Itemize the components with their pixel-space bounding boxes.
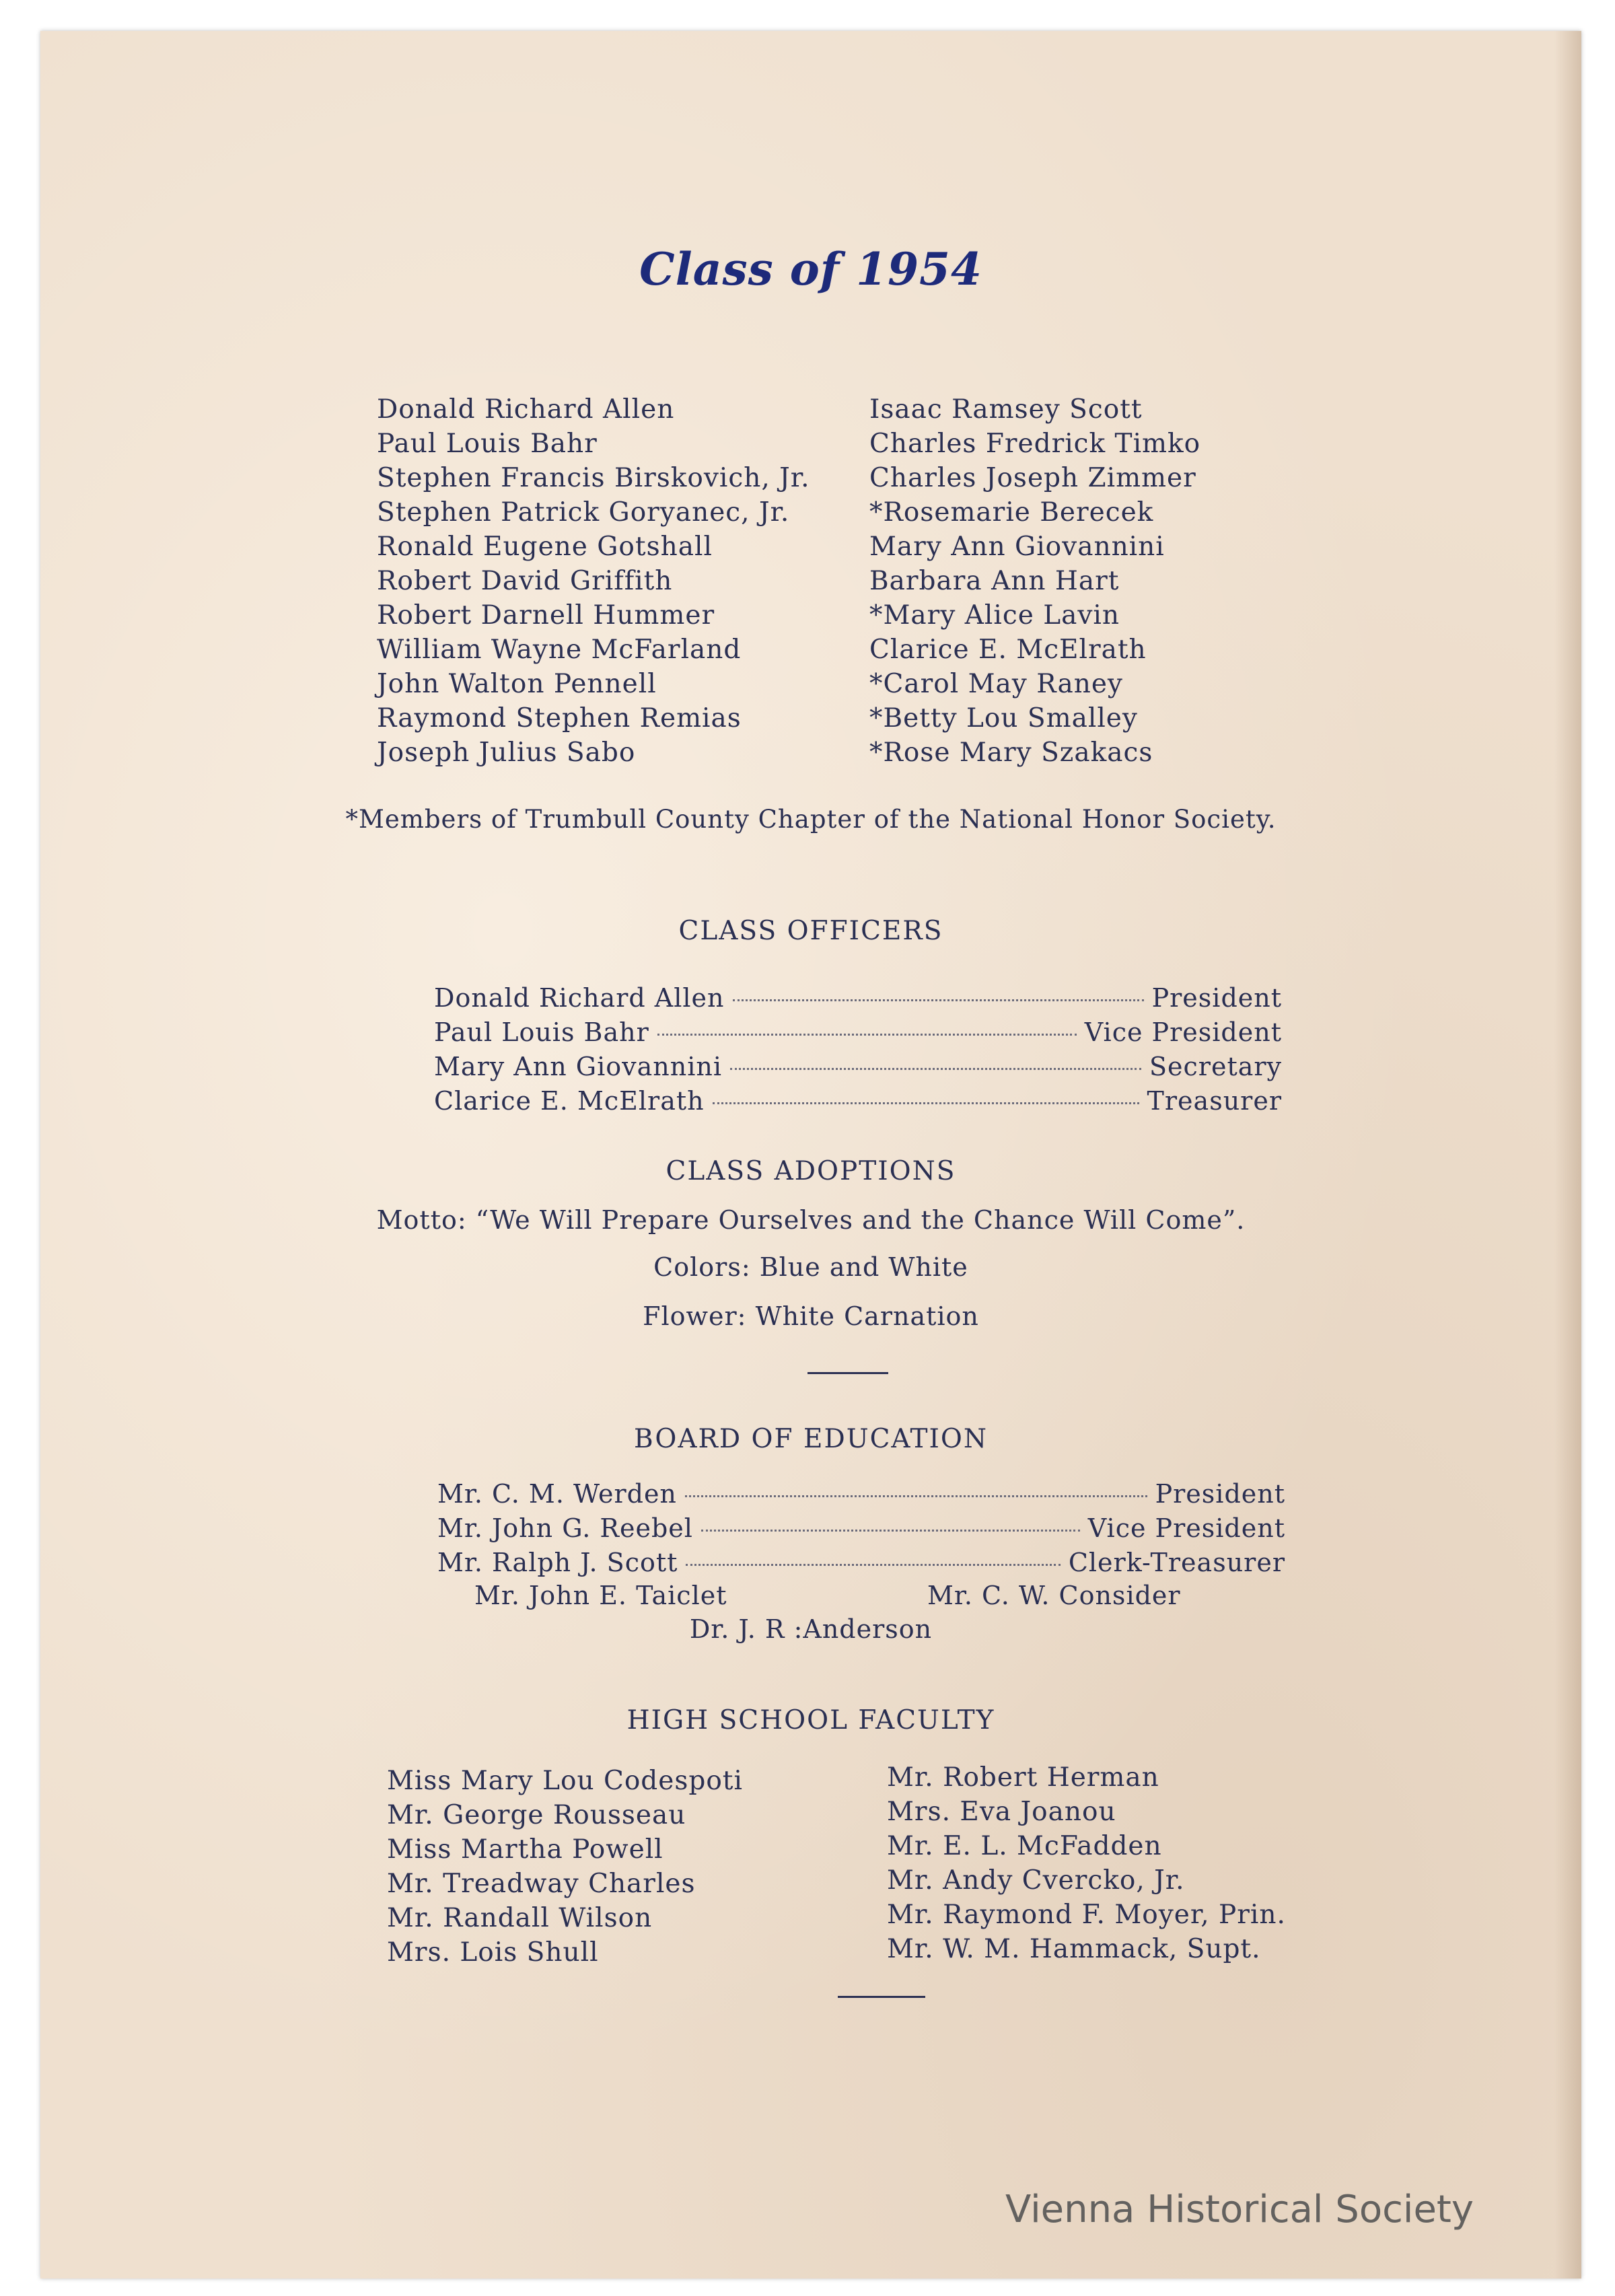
officer-role: Vice President <box>1084 1017 1282 1047</box>
class-adoptions-heading: CLASS ADOPTIONS <box>666 1156 956 1186</box>
board-member-name: Mr. C. M. Werden <box>437 1479 677 1509</box>
class-member: Mary Ann Giovannini <box>869 532 1165 562</box>
class-member: Isaac Ramsey Scott <box>869 394 1143 425</box>
class-member: Joseph Julius Sabo <box>377 738 636 768</box>
class-member: Ronald Eugene Gotshall <box>377 532 713 562</box>
class-member: *Rose Mary Szakacs <box>869 738 1153 768</box>
class-member: Barbara Ann Hart <box>869 566 1120 596</box>
board-member-name: Mr. John G. Reebel <box>437 1513 693 1543</box>
leader-dots <box>733 999 1144 1001</box>
honor-society-note: *Members of Trumbull County Chapter of the National Honor Society. <box>345 805 1277 834</box>
class-officers-heading: CLASS OFFICERS <box>678 916 943 946</box>
class-member: Donald Richard Allen <box>377 394 675 425</box>
section-divider <box>838 1996 925 1998</box>
class-members-right <box>869 392 1200 770</box>
class-member: *Rosemarie Berecek <box>869 497 1154 528</box>
faculty-left <box>387 1764 743 1970</box>
board-of-education-heading: BOARD OF EDUCATION <box>634 1424 988 1454</box>
faculty-member: Mr. Raymond F. Moyer, Prin. <box>887 1900 1286 1930</box>
officer-name: Clarice E. McElrath <box>434 1086 705 1116</box>
officer-role: Secretary <box>1149 1052 1282 1081</box>
class-member: Robert Darnell Hummer <box>377 600 715 631</box>
faculty-heading: HIGH SCHOOL FACULTY <box>626 1705 995 1735</box>
faculty-right <box>887 1760 1286 1966</box>
class-member: Robert David Griffith <box>377 566 673 596</box>
page-fold-shadow <box>1554 31 1581 2279</box>
class-motto: Motto: “We Will Prepare Ourselves and the Chance Will Come”. <box>376 1205 1246 1235</box>
faculty-member: Miss Martha Powell <box>387 1834 663 1865</box>
faculty-member: Mr. George Rousseau <box>387 1800 686 1830</box>
watermark: Vienna Historical Society <box>1005 2188 1474 2231</box>
board-member: Mr. John E. Taiclet <box>474 1581 727 1610</box>
class-member: John Walton Pennell <box>377 669 657 699</box>
class-member: Paul Louis Bahr <box>377 429 598 459</box>
board-member: Dr. J. R :Anderson <box>689 1614 933 1644</box>
officer-role: Treasurer <box>1147 1086 1282 1116</box>
board-member: Mr. C. W. Consider <box>927 1581 1181 1610</box>
officer-name: Paul Louis Bahr <box>434 1017 649 1047</box>
board-member-role: Clerk-Treasurer <box>1068 1548 1285 1577</box>
leader-dots <box>685 1495 1147 1497</box>
faculty-member: Mr. Andy Cvercko, Jr. <box>887 1865 1185 1896</box>
officer-name: Mary Ann Giovannini <box>434 1052 722 1081</box>
class-member: *Carol May Raney <box>869 669 1123 699</box>
class-member: Charles Fredrick Timko <box>869 429 1201 459</box>
board-member-role: President <box>1155 1479 1285 1509</box>
officer-name: Donald Richard Allen <box>434 983 725 1013</box>
section-divider <box>808 1372 888 1374</box>
class-member: William Wayne McFarland <box>377 635 742 665</box>
faculty-member: Mr. Randall Wilson <box>387 1903 653 1933</box>
officer-role: President <box>1151 983 1282 1013</box>
class-member: Charles Joseph Zimmer <box>869 463 1196 493</box>
class-member: Stephen Patrick Goryanec, Jr. <box>377 497 790 528</box>
leader-dots <box>701 1530 1080 1532</box>
class-flower: Flower: White Carnation <box>643 1301 979 1331</box>
leader-dots <box>657 1034 1077 1036</box>
faculty-member: Mr. Robert Herman <box>887 1762 1159 1793</box>
faculty-member: Mrs. Lois Shull <box>387 1937 599 1968</box>
class-member: *Betty Lou Smalley <box>869 703 1138 733</box>
class-member: Clarice E. McElrath <box>869 635 1147 665</box>
class-members-left <box>377 392 810 770</box>
officer-row <box>434 983 1282 1013</box>
class-member: Stephen Francis Birskovich, Jr. <box>377 463 810 493</box>
program-page <box>40 31 1581 2279</box>
leader-dots <box>686 1564 1060 1566</box>
class-colors: Colors: Blue and White <box>653 1252 968 1282</box>
officer-row <box>434 1086 1282 1116</box>
board-officer-row <box>437 1513 1285 1543</box>
leader-dots <box>713 1102 1139 1104</box>
class-title: Class of 1954 <box>639 243 982 295</box>
officer-row <box>434 1017 1282 1047</box>
class-member: *Mary Alice Lavin <box>869 600 1120 631</box>
board-officer-row <box>437 1479 1285 1509</box>
leader-dots <box>730 1068 1141 1070</box>
faculty-member: Mr. E. L. McFadden <box>887 1831 1162 1861</box>
faculty-member: Miss Mary Lou Codespoti <box>387 1766 743 1796</box>
board-officer-row <box>437 1548 1285 1577</box>
faculty-member: Mr. Treadway Charles <box>387 1869 696 1899</box>
class-member: Raymond Stephen Remias <box>377 703 742 733</box>
faculty-member: Mrs. Eva Joanou <box>887 1797 1116 1827</box>
board-member-role: Vice President <box>1087 1513 1285 1543</box>
faculty-member: Mr. W. M. Hammack, Supt. <box>887 1934 1261 1964</box>
board-member-name: Mr. Ralph J. Scott <box>437 1548 678 1577</box>
officer-row <box>434 1052 1282 1081</box>
